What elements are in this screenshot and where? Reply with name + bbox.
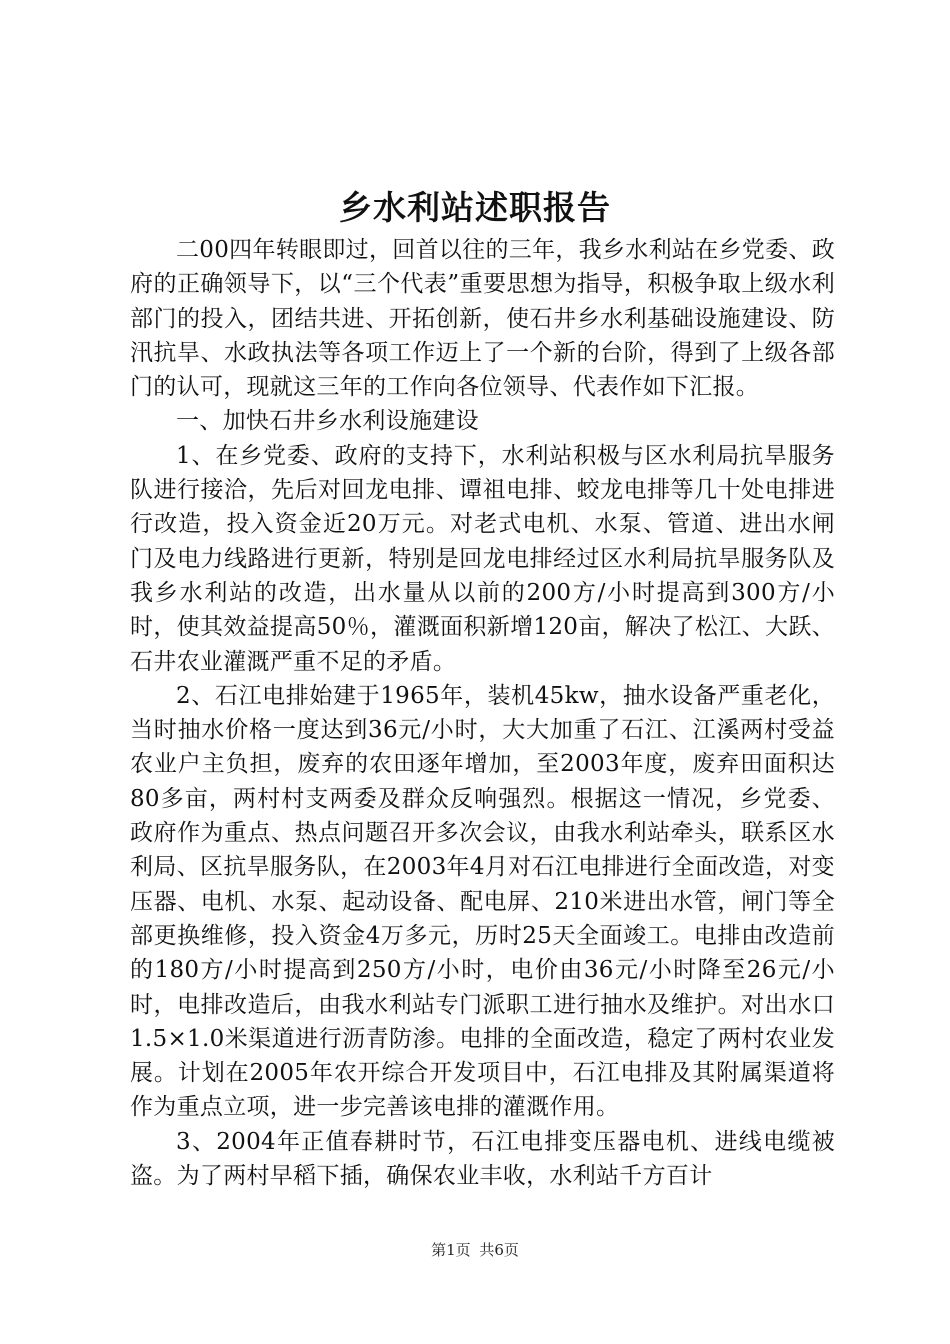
paragraph-intro: 二00四年转眼即过，回首以往的三年，我乡水利站在乡党委、政府的正确领导下，以“三个代表”重要思想为指导，积极争取上级水利部门的投入，团结共进、开拓创新，使石井乡水利基础设施建设、防汛抗旱、水政执法等各项工作迈上了一个新的台阶，得到了上级各部门的认可，现就这三年的工作向各位领导、代表作如下汇报。 xyxy=(130,237,835,401)
paragraph-item-2: 2、石江电排始建于1965年，装机45kw，抽水设备严重老化，当时抽水价格一度达到36元/小时，大大加重了石江、江溪两村受益农业户主负担，废弃的农田逐年增加，至2003年度，废弃田面积达80多亩，两村村支两委及群众反响强烈。根据这一情况，乡党委、政府作为重点、热点问题召开多次会议，由我水利站牵头，联系区水利局、区抗旱服务队，在2003年4月对石江电排进行全面改造，对变压器、电机、水泵、起动设备、配电屏、210米进出水管，闸门等全部更换维修，投入资金4万多元，历时25天全面竣工。电排由改造前的180方/小时提高到250方/小时，电价由36元/小时降至26元/小时，电排改造后，由我水利站专门派职工进行抽水及维护。对出水口1.5×1.0米渠道进行沥青防渗。电排的全面改造，稳定了两村农业发展。计划在2005年农开综合开发项目中，石江电排及其附属渠道将作为重点立项，进一步完善该电排的灌溉作用。 xyxy=(130,682,835,1121)
section-heading: 一、加快石井乡水利设施建设 xyxy=(176,408,479,435)
paragraph-item-3: 3、2004年正值春耕时节，石江电排变压器电机、进线电缆被盗。为了两村早稻下插，确保农业丰收，水利站千方百计 xyxy=(130,1128,835,1190)
page-total: 共6页 xyxy=(479,1241,519,1259)
document-body xyxy=(130,233,835,1193)
document-title: 乡水利站述职报告 xyxy=(339,188,611,227)
paragraph-item-1: 1、在乡党委、政府的支持下，水利站积极与区水利局抗旱服务队进行接洽，先后对回龙电排、谭祖电排、蛟龙电排等几十处电排进行改造，投入资金近20万元。对老式电机、水泵、管道、进出水闸门及电力线路进行更新，特别是回龙电排经过区水利局抗旱服务队及我乡水利站的改造，出水量从以前的200方/小时提高到300方/小时，使其效益提高50％，灌溉面积新增120亩，解决了松江、大跃、石井农业灌溉严重不足的矛盾。 xyxy=(130,442,835,675)
page-footer xyxy=(0,1240,950,1260)
page-number: 第1页 xyxy=(431,1241,471,1259)
